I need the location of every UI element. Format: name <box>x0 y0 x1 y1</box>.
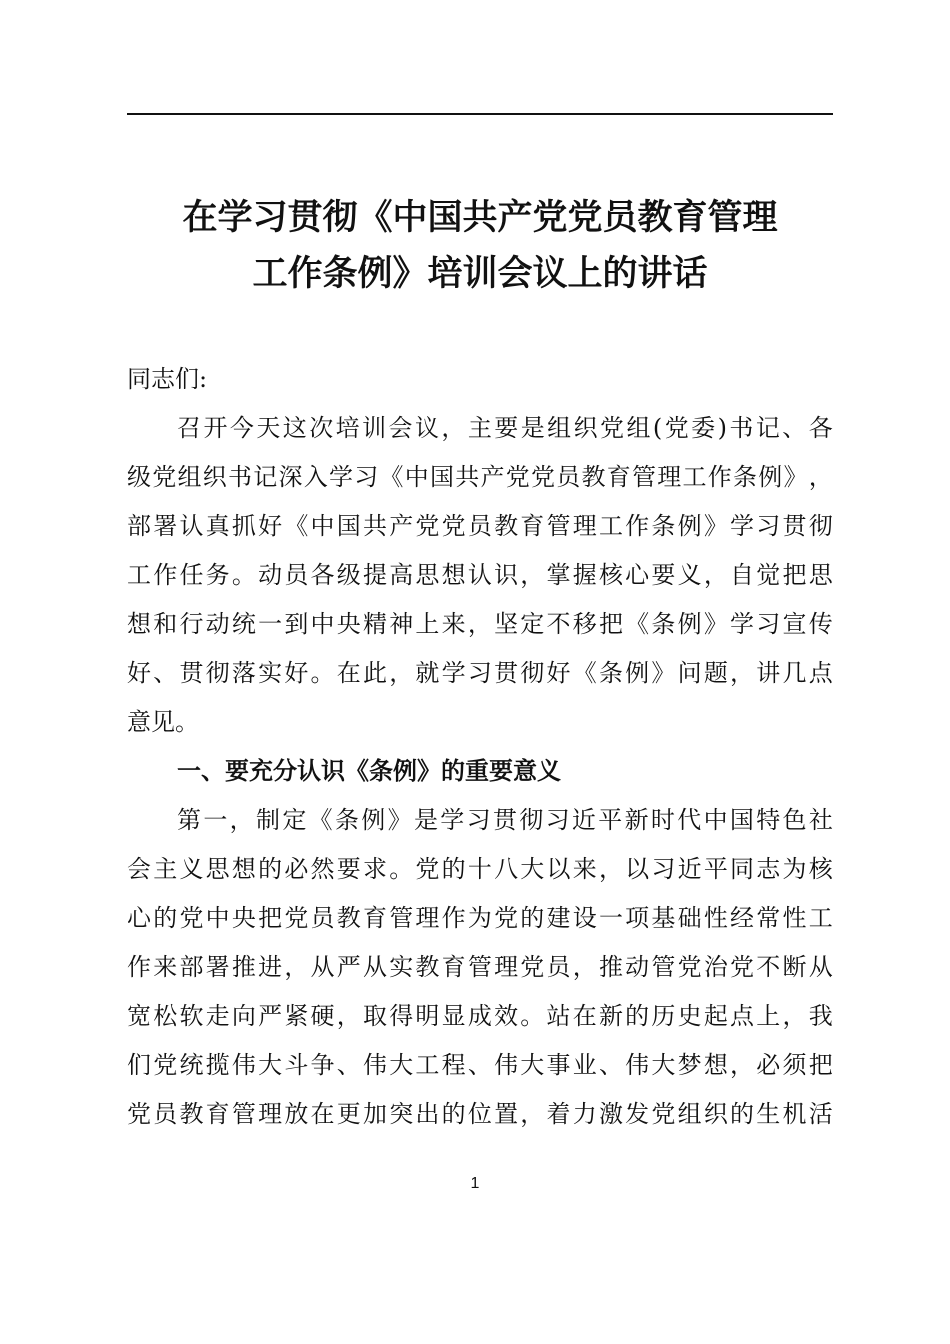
salutation: 同志们: <box>127 365 208 393</box>
paragraph-1-line: 想 和 行 动 统 一 到 中 央 精 神 上 来 ， 坚 定 不 移 把 《 条 例 》 学 习 宣 传 <box>127 610 833 638</box>
paragraph-2-line: 心 的 党 中 央 把 党 员 教 育 管 理 作 为 党 的 建 设 一 项 基 础 性 经 常 性 工 <box>127 904 833 932</box>
paragraph-2-line: 会 主 义 思 想 的 必 然 要 求 。 党 的 十 八 大 以 来 ， 以 习 近 平 同 志 为 核 <box>127 855 833 883</box>
paragraph-1-line: 级 党 组 织 书 记 深 入 学 习 《 中 国 共 产 党 党 员 教 育 管 理 工 作 条 例 》 ， <box>127 463 833 491</box>
paragraph-1-line: 部 署 认 真 抓 好 《 中 国 共 产 党 党 员 教 育 管 理 工 作 条 例 》 学 习 贯 彻 <box>127 512 833 540</box>
section-heading: 一、要充分认识《条例》的重要意义 <box>177 757 561 785</box>
paragraph-1-line: 召 开 今 天 这 次 培 训 会 议 ， 主 要 是 组 织 党 组 ( 党 委 ) 书 记 、 各 <box>177 414 833 442</box>
title-line-1: 在学习贯彻《中国共产党党员教育管理 <box>182 198 778 238</box>
paragraph-2-line: 们 党 统 揽 伟 大 斗 争 、 伟 大 工 程 、 伟 大 事 业 、 伟 大 梦 想 ， 必 须 把 <box>127 1051 833 1079</box>
title-line-2: 工作条例》培训会议上的讲话 <box>252 254 708 294</box>
paragraph-2-line: 第 一 ， 制 定 《 条 例 》 是 学 习 贯 彻 习 近 平 新 时 代 中 国 特 色 社 <box>177 806 833 834</box>
paragraph-1-line: 意见。 <box>127 708 199 736</box>
paragraph-2-line: 宽 松 软 走 向 严 紧 硬 ， 取 得 明 显 成 效 。 站 在 新 的 历 史 起 点 上 ， 我 <box>127 1002 833 1030</box>
document-body <box>127 355 833 1139</box>
paragraph-1-line: 工 作 任 务 。 动 员 各 级 提 高 思 想 认 识 ， 掌 握 核 心 要 义 ， 自 觉 把 思 <box>127 561 833 589</box>
header-rule <box>127 113 833 115</box>
paragraph-2-line: 党 员 教 育 管 理 放 在 更 加 突 出 的 位 置 ， 着 力 激 发 党 组 织 的 生 机 活 <box>127 1100 833 1128</box>
document-title <box>127 190 833 302</box>
paragraph-2-line: 作 来 部 署 推 进 ， 从 严 从 实 教 育 管 理 党 员 ， 推 动 管 党 治 党 不 断 从 <box>127 953 833 981</box>
paragraph-1-line: 好 、 贯 彻 落 实 好 。 在 此 ， 就 学 习 贯 彻 好 《 条 例 》 问 题 ， 讲 几 点 <box>127 659 833 687</box>
page-number: 1 <box>470 1175 480 1192</box>
